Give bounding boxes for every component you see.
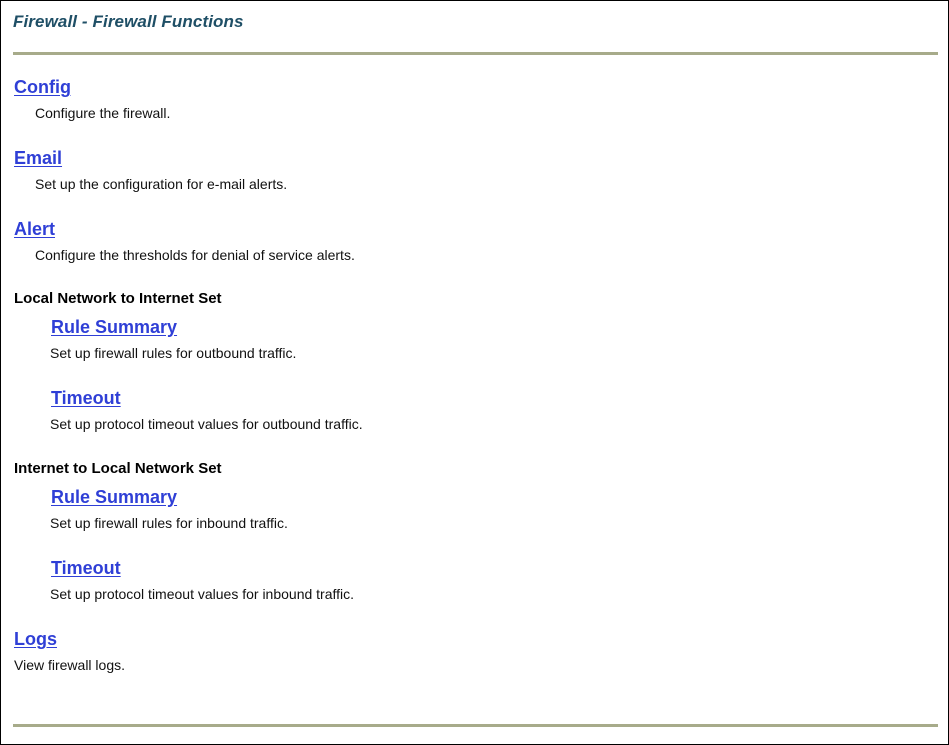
lan-rule-summary-description: Set up firewall rules for outbound traffic. [50, 345, 297, 361]
internet-to-lan-heading: Internet to Local Network Set [14, 460, 222, 477]
wan-timeout-link[interactable]: Timeout [51, 558, 121, 578]
title-divider [13, 52, 938, 55]
logs-link[interactable]: Logs [14, 629, 57, 649]
config-description: Configure the firewall. [35, 105, 171, 121]
alert-description: Configure the thresholds for denial of service alerts. [35, 247, 355, 263]
config-link[interactable]: Config [14, 77, 71, 97]
bottom-divider [13, 724, 938, 727]
lan-timeout-link[interactable]: Timeout [51, 388, 121, 408]
lan-rule-summary-link[interactable]: Rule Summary [51, 317, 178, 337]
lan-to-internet-heading: Local Network to Internet Set [14, 290, 222, 307]
wan-rule-summary-link[interactable]: Rule Summary [51, 487, 178, 507]
lan-timeout-description: Set up protocol timeout values for outbound traffic. [50, 416, 363, 432]
logs-description: View firewall logs. [14, 657, 126, 673]
wan-rule-summary-description: Set up firewall rules for inbound traffic. [50, 515, 288, 531]
wan-timeout-description: Set up protocol timeout values for inbound traffic. [50, 586, 355, 602]
page-title: Firewall - Firewall Functions [13, 12, 244, 31]
email-link[interactable]: Email [14, 148, 63, 168]
email-description: Set up the configuration for e-mail alerts. [35, 176, 288, 192]
alert-link[interactable]: Alert [14, 219, 56, 239]
